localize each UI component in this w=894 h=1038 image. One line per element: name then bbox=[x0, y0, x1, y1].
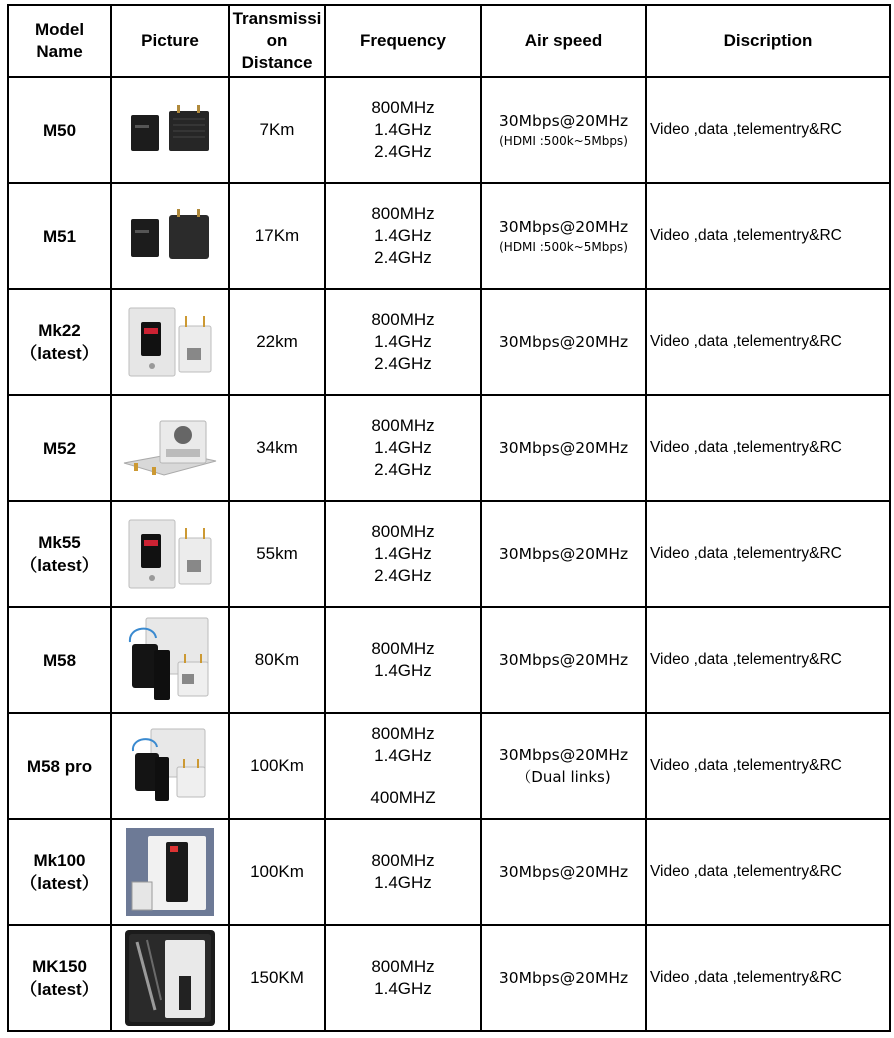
description-cell: Video ,data ,telementry&RC bbox=[646, 925, 890, 1031]
transmission-distance: 17Km bbox=[229, 183, 325, 289]
header-description: Discription bbox=[646, 5, 890, 77]
transmission-distance: 55km bbox=[229, 501, 325, 607]
transmission-distance: 100Km bbox=[229, 713, 325, 819]
product-picture bbox=[111, 501, 229, 607]
model-name: M51 bbox=[8, 183, 111, 289]
frequency-cell: 800MHz 1.4GHz 2.4GHz bbox=[325, 395, 481, 501]
product-image-m51 bbox=[125, 209, 215, 263]
table-row bbox=[8, 713, 890, 819]
model-name: M58 pro bbox=[8, 713, 111, 819]
air-speed-cell: 30Mbps@20MHz bbox=[481, 395, 646, 501]
table-row bbox=[8, 819, 890, 925]
frequency-cell: 800MHz 1.4GHz bbox=[325, 819, 481, 925]
header-transmission-distance: Transmissi on Distance bbox=[229, 5, 325, 77]
frequency-cell: 800MHz 1.4GHz 400MHZ bbox=[325, 713, 481, 819]
description-cell: Video ,data ,telementry&RC bbox=[646, 607, 890, 713]
table-row bbox=[8, 289, 890, 395]
air-speed-cell: 30Mbps@20MHz bbox=[481, 819, 646, 925]
product-picture bbox=[111, 183, 229, 289]
air-speed-cell: 30Mbps@20MHz bbox=[481, 607, 646, 713]
header-model-name: Model Name bbox=[8, 5, 111, 77]
air-speed-cell: 30Mbps@20MHz bbox=[481, 289, 646, 395]
air-speed-cell: 30Mbps@20MHz （Dual links) bbox=[481, 713, 646, 819]
transmission-distance: 150KM bbox=[229, 925, 325, 1031]
frequency-cell: 800MHz 1.4GHz bbox=[325, 607, 481, 713]
model-name: MK150 （latest） bbox=[8, 925, 111, 1031]
air-speed-note: (HDMI :500k~5Mbps) bbox=[499, 134, 628, 148]
product-picture bbox=[111, 925, 229, 1031]
header-frequency: Frequency bbox=[325, 5, 481, 77]
product-picture bbox=[111, 289, 229, 395]
dual-links-note: （Dual links) bbox=[516, 768, 611, 786]
transmission-distance: 100Km bbox=[229, 819, 325, 925]
header-picture: Picture bbox=[111, 5, 229, 77]
table-row bbox=[8, 395, 890, 501]
product-image-mk150 bbox=[125, 930, 215, 1026]
description-cell: Video ,data ,telementry&RC bbox=[646, 395, 890, 501]
description-cell: Video ,data ,telementry&RC bbox=[646, 819, 890, 925]
product-image-m52 bbox=[120, 413, 220, 483]
product-image-m58 bbox=[124, 614, 216, 706]
air-speed-note: (HDMI :500k~5Mbps) bbox=[499, 240, 628, 254]
model-name: M58 bbox=[8, 607, 111, 713]
model-name: Mk55 （latest） bbox=[8, 501, 111, 607]
description-cell: Video ,data ,telementry&RC bbox=[646, 77, 890, 183]
model-name: Mk100 （latest） bbox=[8, 819, 111, 925]
frequency-cell: 800MHz 1.4GHz 2.4GHz bbox=[325, 77, 481, 183]
product-picture bbox=[111, 607, 229, 713]
table-row bbox=[8, 183, 890, 289]
table-row bbox=[8, 925, 890, 1031]
product-picture bbox=[111, 819, 229, 925]
transmission-distance: 80Km bbox=[229, 607, 325, 713]
table-row bbox=[8, 607, 890, 713]
transmission-distance: 34km bbox=[229, 395, 325, 501]
product-image-mk55 bbox=[127, 516, 213, 592]
air-speed-cell: 30Mbps@20MHz bbox=[481, 925, 646, 1031]
frequency-cell: 800MHz 1.4GHz 2.4GHz bbox=[325, 183, 481, 289]
product-picture bbox=[111, 713, 229, 819]
transmission-distance: 7Km bbox=[229, 77, 325, 183]
product-image-mk100 bbox=[126, 828, 214, 916]
product-image-m50 bbox=[125, 105, 215, 155]
table-row bbox=[8, 77, 890, 183]
frequency-cell: 800MHz 1.4GHz 2.4GHz bbox=[325, 501, 481, 607]
air-speed-cell: 30Mbps@20MHz (HDMI :500k~5Mbps) bbox=[481, 77, 646, 183]
transmission-distance: 22km bbox=[229, 289, 325, 395]
header-air-speed: Air speed bbox=[481, 5, 646, 77]
frequency-cell: 800MHz 1.4GHz 2.4GHz bbox=[325, 289, 481, 395]
product-comparison-table bbox=[7, 4, 891, 1032]
table-row bbox=[8, 501, 890, 607]
header-row bbox=[8, 5, 890, 77]
description-cell: Video ,data ,telementry&RC bbox=[646, 183, 890, 289]
product-picture bbox=[111, 395, 229, 501]
description-cell: Video ,data ,telementry&RC bbox=[646, 501, 890, 607]
model-name: M52 bbox=[8, 395, 111, 501]
model-name: M50 bbox=[8, 77, 111, 183]
product-picture bbox=[111, 77, 229, 183]
product-image-m58-pro bbox=[127, 727, 213, 805]
description-cell: Video ,data ,telementry&RC bbox=[646, 289, 890, 395]
frequency-cell: 800MHz 1.4GHz bbox=[325, 925, 481, 1031]
air-speed-cell: 30Mbps@20MHz bbox=[481, 501, 646, 607]
product-image-mk22 bbox=[127, 304, 213, 380]
air-speed-cell: 30Mbps@20MHz (HDMI :500k~5Mbps) bbox=[481, 183, 646, 289]
description-cell: Video ,data ,telementry&RC bbox=[646, 713, 890, 819]
model-name: Mk22 （latest） bbox=[8, 289, 111, 395]
